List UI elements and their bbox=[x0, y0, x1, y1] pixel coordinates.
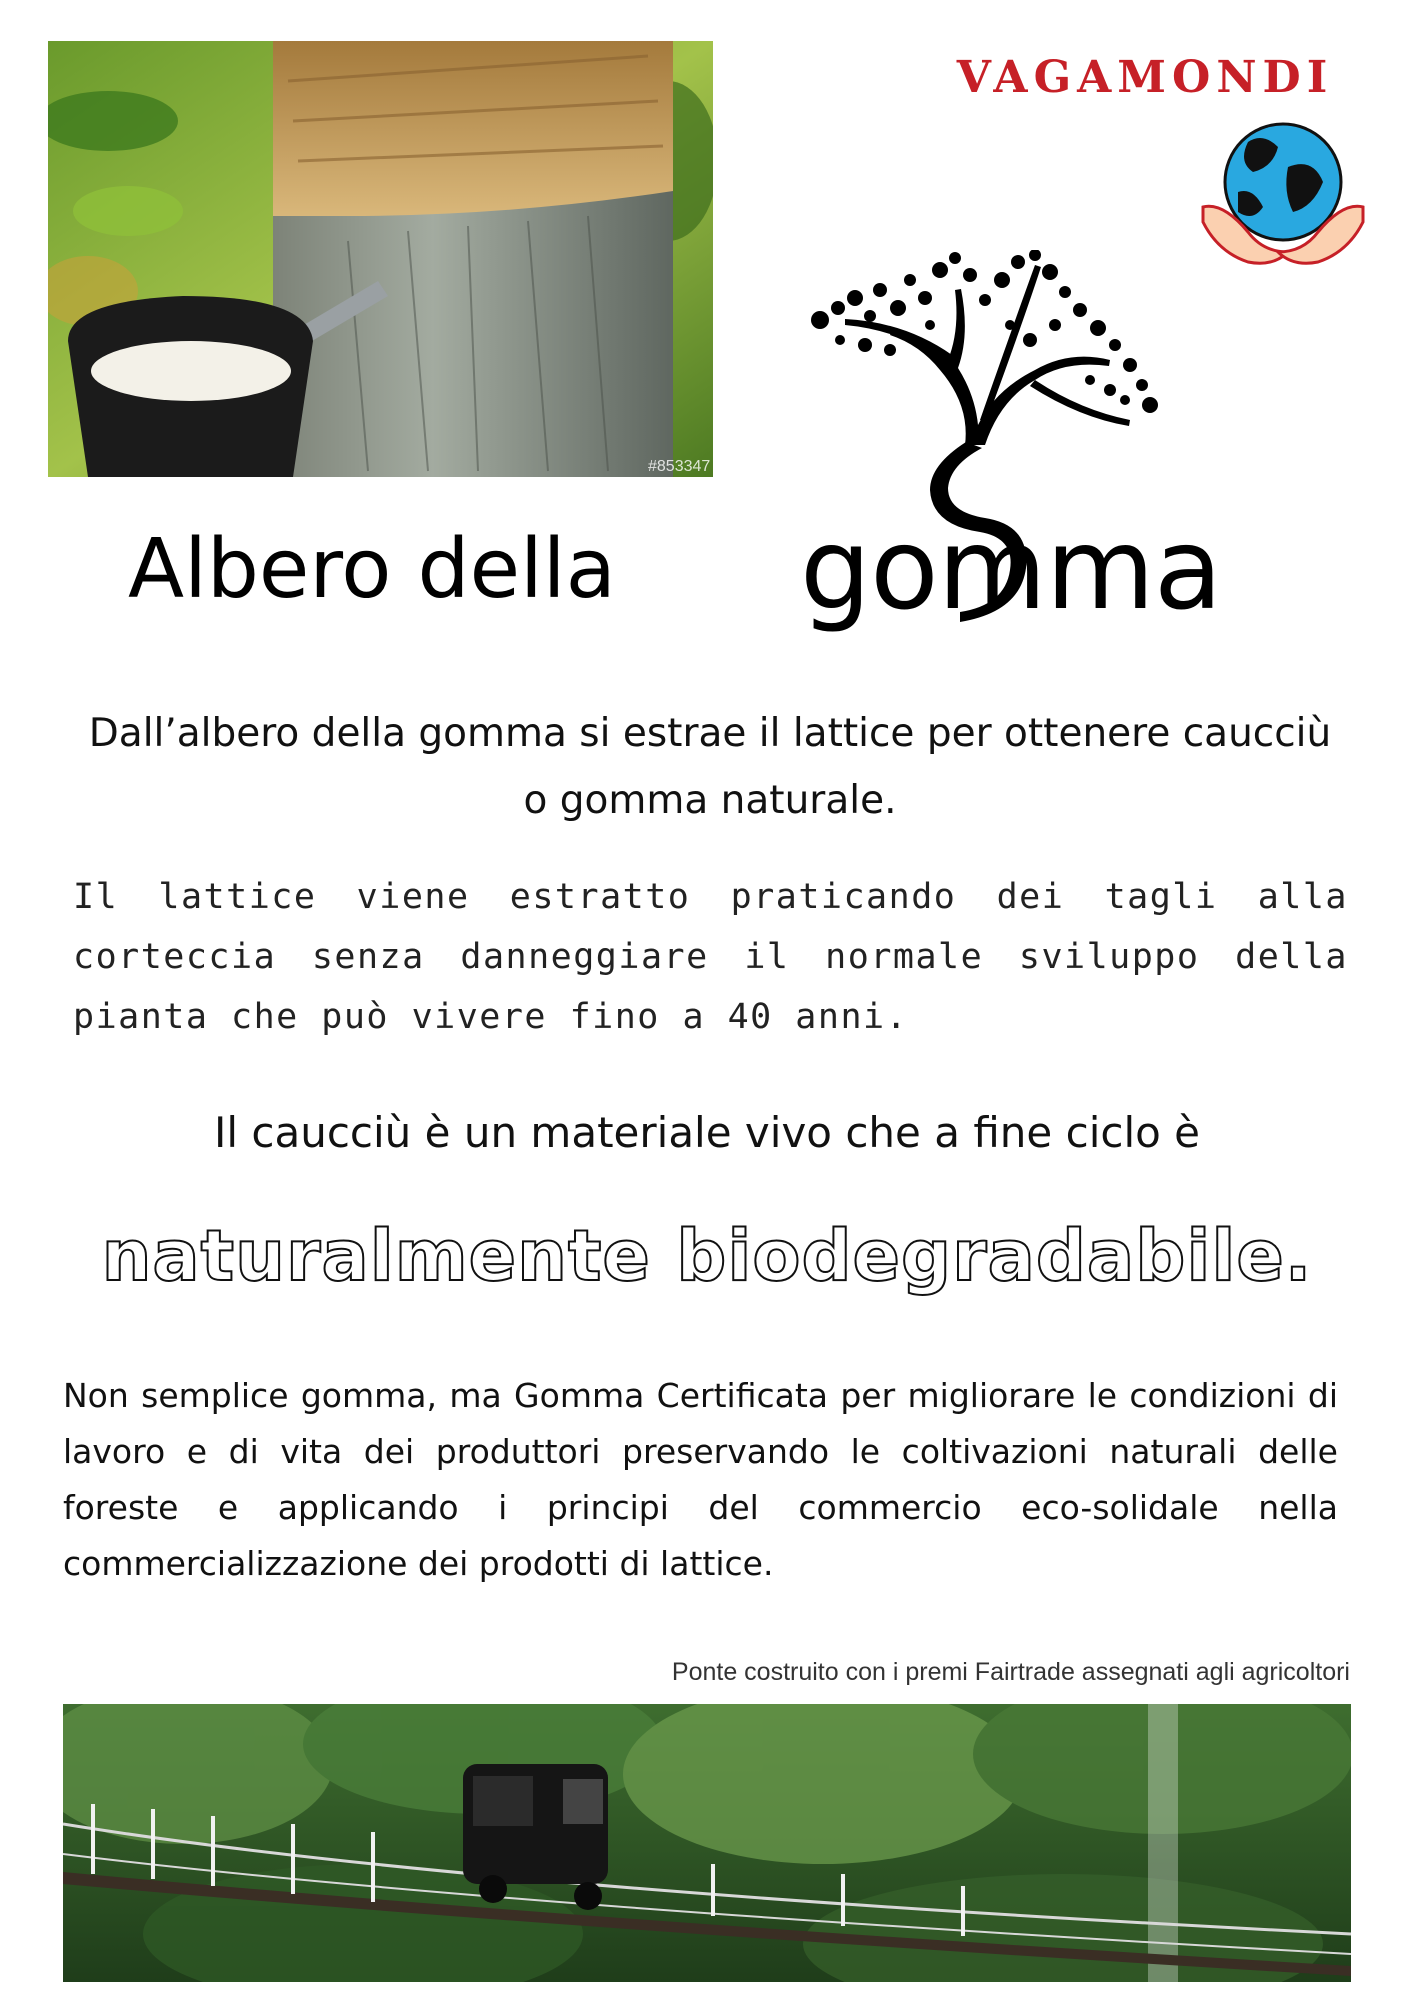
fairtrade-paragraph: Non semplice gomma, ma Gomma Certificata per migliorare le condizioni di lavoro e di vita dei produttori preservando le coltivazioni naturali delle foreste e applicando i principi del commercio eco-solidale nella commercializzazione dei prodotti di lattice. bbox=[63, 1376, 1338, 1583]
page-title-part2: gomma bbox=[800, 505, 1222, 635]
photo-watermark: #853347 bbox=[648, 458, 711, 475]
latex-tapping-photo bbox=[48, 41, 713, 477]
latex-extraction-paragraph: Il lattice viene estratto praticando dei tagli alla corteccia senza danneggiare il normale sviluppo della pianta che può vivere fino a 40 anni. bbox=[73, 877, 1348, 1037]
living-material-line: Il caucciù è un materiale vivo che a fine ciclo è bbox=[213, 1108, 1201, 1157]
intro-paragraph: Dall’albero della gomma si estrae il lattice per ottenere caucciù o gomma naturale. bbox=[88, 711, 1332, 823]
globe-in-hands-logo bbox=[1193, 112, 1368, 272]
page-title-part1: Albero della bbox=[128, 522, 616, 617]
bridge-photo-caption: Ponte costruito con i premi Fairtrade assegnati agli agricoltori bbox=[671, 1658, 1350, 1686]
bridge-photo bbox=[63, 1704, 1351, 1982]
brand-name: VAGAMONDI bbox=[956, 52, 1334, 103]
biodegradable-highlight: naturalmente biodegradabile. bbox=[101, 1215, 1313, 1297]
